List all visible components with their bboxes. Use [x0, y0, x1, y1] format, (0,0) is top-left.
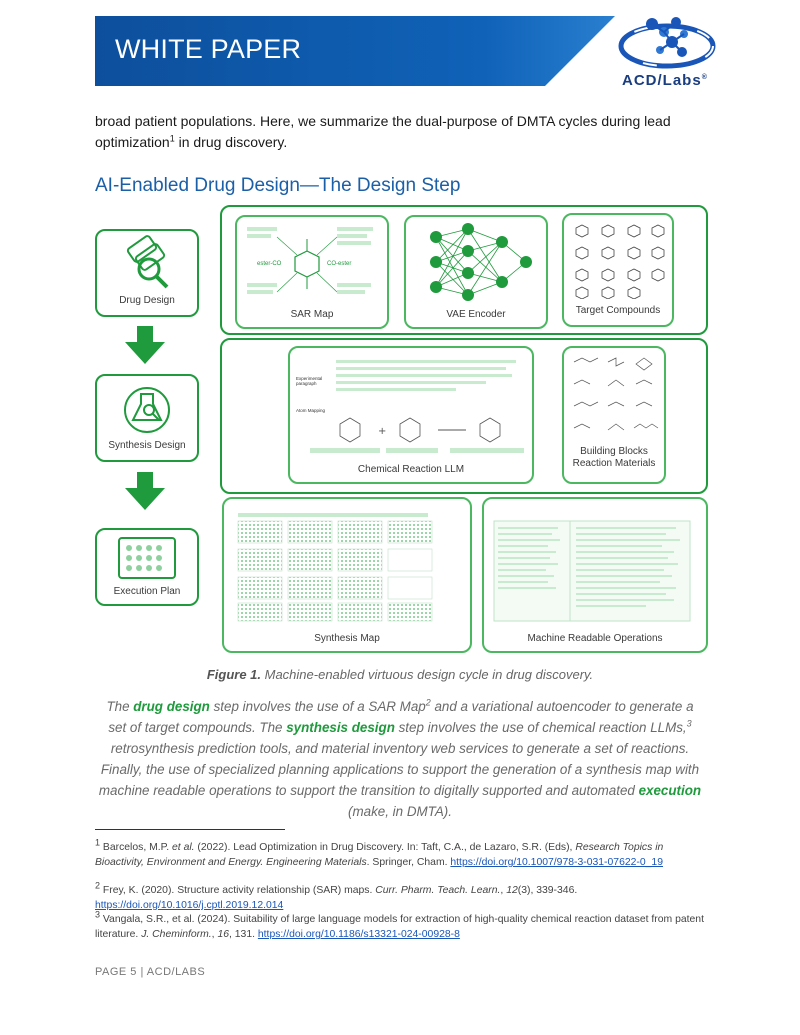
footnote-doi-link[interactable]: https://doi.org/10.1186/s13321-024-00928-8	[257, 929, 460, 940]
panel-caption	[564, 446, 664, 470]
figure-caption	[0, 667, 800, 682]
footnote-text: ,	[211, 929, 218, 940]
synthesis-map-grid	[224, 499, 470, 625]
footnote-ref-3[interactable]: 3	[686, 718, 692, 729]
reaction-text-diagram	[290, 348, 532, 458]
footnote-text: (3), 339-346.	[517, 885, 578, 896]
footnote-italic: J. Cheminform.	[141, 929, 212, 940]
logo-text	[622, 72, 708, 89]
stage-label: Execution Plan	[113, 586, 181, 597]
desc-text: step involves the use of a SAR Map	[209, 699, 426, 714]
footnote-3	[95, 909, 710, 942]
footnote-1	[95, 837, 710, 870]
panel-caption: Synthesis Map	[314, 633, 380, 644]
sar-right-label: CO-ester	[327, 261, 352, 267]
footnote-text: Vangala, S.R., et al. (2024). Suitability of large language models for extraction of high-quality chemical reaction dataset from patent literature.	[95, 914, 704, 940]
flask-magnifier-icon	[97, 376, 197, 438]
intro-paragraph	[95, 111, 715, 153]
panel-synthesis-map	[222, 497, 472, 653]
panel-machine-readable-operations	[482, 497, 708, 653]
sar-left-label: ester-CO	[257, 261, 282, 267]
footnote-text: ,	[500, 885, 507, 896]
footnote-doi-link[interactable]: https://doi.org/10.1007/978-3-031-07622-0_19	[450, 857, 663, 868]
footnote-number: 1	[95, 837, 101, 848]
panel-caption: Target Compounds	[575, 305, 661, 316]
header-banner	[95, 16, 615, 86]
banner-title: WHITE PAPER	[115, 34, 302, 64]
panel-caption: Machine Readable Operations	[527, 633, 663, 644]
panel-sar-map	[235, 215, 389, 329]
stage-synthesis-design	[95, 374, 199, 462]
stage-execution-plan	[95, 528, 199, 606]
caption-line-1: Building Blocks	[580, 446, 648, 457]
desc-text: (make, in DMTA).	[348, 804, 452, 819]
footnote-text: Frey, K. (2020). Structure activity relationship (SAR) maps.	[100, 885, 376, 896]
figure-description	[98, 696, 702, 822]
footnote-text: Barcelos, M.P.	[100, 842, 173, 853]
footnote-divider	[95, 829, 285, 830]
stage-label: Synthesis Design	[108, 440, 186, 451]
panel-caption: SAR Map	[290, 309, 334, 320]
panel-chemical-reaction-llm	[288, 346, 534, 484]
footnote-italic: et al.	[172, 842, 195, 853]
logo-wordmark: ACD/Labs	[622, 72, 702, 89]
page-footer: PAGE 5 | ACD/LABS	[95, 966, 206, 978]
footnote-2	[95, 880, 710, 913]
highlight-drug-design: drug design	[133, 699, 210, 714]
intro-line-2b: in drug discovery.	[174, 134, 288, 150]
desc-text: retrosynthesis prediction tools, and material inventory web services to generate a set of reactions. Finally, the use of specialized planning applications to support the generation of a synthesis map with machine readable operations to support the transition to digitally supported and automated	[98, 741, 700, 798]
highlight-execution: execution	[638, 783, 702, 798]
panel-vae-encoder	[404, 215, 548, 329]
building-blocks-structures	[564, 348, 664, 444]
footnote-text: (2022). Lead Optimization in Drug Discovery. In: Taft, C.A., de Lazaro, S.R. (Eds),	[194, 842, 576, 853]
magnifier-tags-icon	[97, 231, 197, 293]
arrow-down-icon	[125, 326, 165, 364]
footnote-volume: 16	[217, 929, 229, 940]
footnote-text: . Springer, Cham.	[366, 857, 451, 868]
stage-drug-design	[95, 229, 199, 317]
panel-caption: VAE Encoder	[446, 309, 506, 320]
logo-registered-mark: ®	[701, 74, 708, 81]
compounds-grid-icon	[564, 215, 672, 299]
panel-target-compounds	[562, 213, 674, 327]
experimental-label: Experimental paragraph	[296, 376, 323, 386]
figure-caption-label: Figure 1.	[206, 667, 262, 682]
neural-network-icon	[406, 217, 546, 307]
footnote-number: 2	[95, 880, 101, 891]
desc-text: and a variational autoencoder to generate a set of target compounds. The	[108, 699, 694, 735]
figure-caption-text: Machine-enabled virtuous design cycle in drug discovery.	[261, 667, 594, 682]
caption-line-2: Reaction Materials	[572, 458, 656, 469]
panel-caption: Chemical Reaction LLM	[357, 464, 465, 475]
section-title: AI-Enabled Drug Design—The Design Step	[95, 175, 461, 196]
operations-table	[484, 499, 706, 625]
stage-label: Drug Design	[119, 295, 175, 306]
acd-labs-logo	[612, 14, 722, 96]
footnote-volume: 12	[506, 885, 518, 896]
footnote-text: , 131.	[229, 929, 258, 940]
footnote-italic: Curr. Pharm. Teach. Learn.	[375, 885, 501, 896]
panel-building-blocks	[562, 346, 666, 484]
footnote-number: 3	[95, 909, 101, 920]
well-plate-icon	[97, 530, 197, 584]
svg-text:+: +	[378, 426, 387, 437]
intro-line-1: broad patient populations. Here, we summarize the dual-purpose of DMTA cycles during lead	[95, 113, 671, 129]
desc-text: The	[106, 699, 134, 714]
footnote-ref-1[interactable]: 1	[169, 133, 175, 144]
footnote-ref-2[interactable]: 2	[425, 697, 431, 708]
footnote-doi-link[interactable]: https://doi.org/10.1016/j.cptl.2019.12.014	[95, 900, 284, 911]
footnote-italic: Research Topics in Bioactivity, Environment and Energy. Engineering Materials	[95, 842, 664, 868]
atom-mapping-label: Atom Mapping	[296, 408, 326, 413]
logo-molecule-icon	[612, 14, 722, 74]
intro-line-2a: optimization	[95, 134, 170, 150]
arrow-down-icon	[125, 472, 165, 510]
desc-text: step involves the use of chemical reaction LLMs,	[394, 720, 687, 735]
highlight-synthesis-design: synthesis design	[286, 720, 395, 735]
